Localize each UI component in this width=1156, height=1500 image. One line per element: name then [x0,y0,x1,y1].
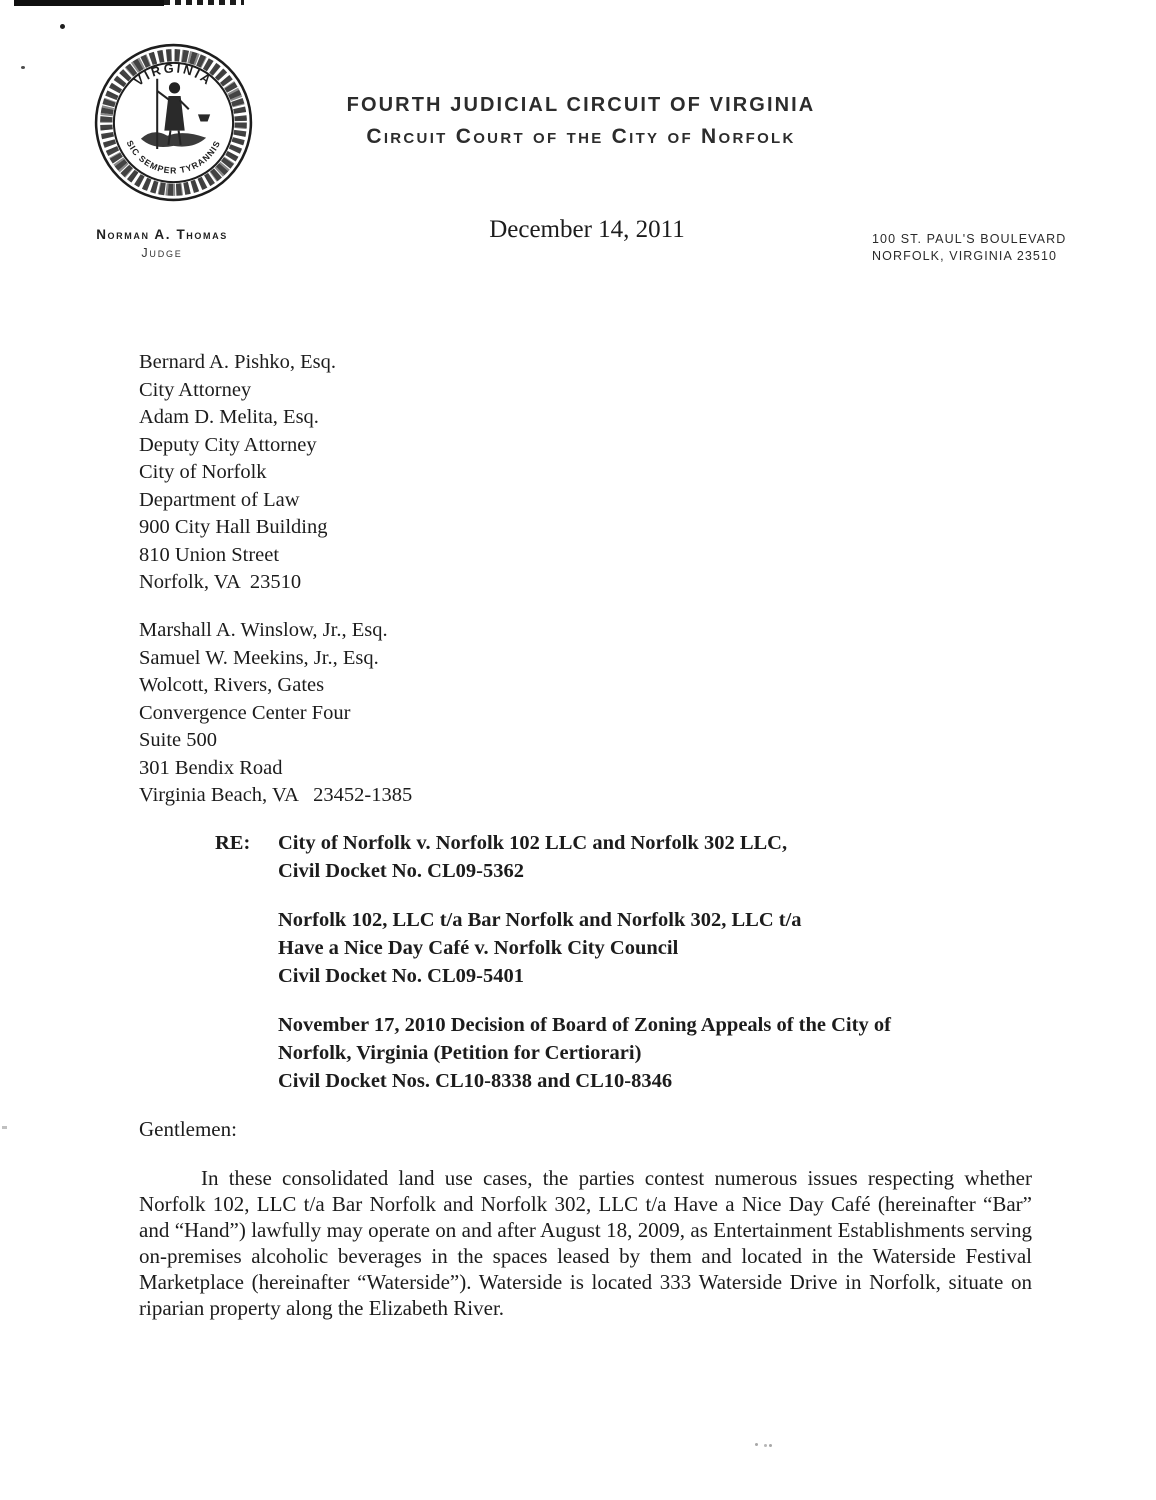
recipient-line: Deputy City Attorney [139,433,317,456]
re-item-docket-cl09-5362 [278,829,1005,885]
court-address-line: NORFOLK, VIRGINIA 23510 [872,249,1058,263]
re-line: Civil Docket Nos. CL10-8338 and CL10-8346 [278,1070,673,1092]
re-line: Civil Docket No. CL09-5401 [278,965,524,987]
recipient-line: 810 Union Street [139,543,280,566]
scan-speck [60,24,65,29]
seal-bottom-text: SIC SEMPER TYRANNIS [124,138,223,176]
scan-artifact-dashes [164,0,244,5]
letterhead [330,94,832,149]
court-address [872,231,1066,265]
re-line: Norfolk 102, LLC t/a Bar Norfolk and Norfolk 302, LLC t/a [278,909,802,931]
re-item-docket-cl09-5401 [278,906,1005,990]
recipient-line: 301 Bendix Road [139,756,283,779]
scan-speck [2,1126,7,1129]
recipient-line: Wolcott, Rivers, Gates [139,674,325,696]
re-line: November 17, 2010 Decision of Board of Zoning Appeals of the City of [278,1014,891,1036]
judge-title: Judge [141,246,183,260]
scan-speck [21,66,25,69]
re-item-bza-decision [278,1011,1005,1095]
re-section [215,829,1005,1095]
recipient-line: Convergence Center Four [139,701,351,724]
re-line: Have a Nice Day Café v. Norfolk City Council [278,937,679,959]
recipient-line: Bernard A. Pishko, Esq. [139,351,337,373]
court-circuit-title: FOURTH JUDICIAL CIRCUIT OF VIRGINIA [346,94,816,116]
re-items [278,829,1005,1095]
recipient-block-wolcott-rivers-gates [139,617,412,810]
court-name-title: Circuit Court of the City of Norfolk [366,125,796,148]
judge-block [58,227,266,260]
salutation: Gentlemen: [139,1117,237,1141]
re-label: RE: [215,832,251,854]
recipient-line: Marshall A. Winslow, Jr., Esq. [139,619,388,641]
judge-name: Norman A. Thomas [96,227,228,242]
body-paragraph: In these consolidated land use cases, the parties contest numerous issues respecting whether Norfolk 102, LLC t/a Bar Norfolk and Norfolk 302, LLC t/a Have a Nice Day Café (hereinafter “Bar” and “Hand”) lawfully may operate on and after August 18, 2009, as Entertainment Establishments serving on-premises alcoholic beverages in the spaces leased by them and located in the Waterside Festival Marketplace (hereinafter “Waterside”). Waterside is located 333 Waterside Drive in Norfolk, situate on riparian property along the Elizabeth River. [139,1166,1032,1320]
re-line: Civil Docket No. CL09-5362 [278,860,524,882]
recipient-block-city-attorneys [139,349,336,597]
court-address-line: 100 ST. PAUL'S BOULEVARD [872,232,1067,246]
virginia-state-seal-icon [92,40,255,205]
recipient-line: Suite 500 [139,729,218,751]
seal-top-text: VIRGINIA [131,60,216,89]
letter-date: December 14, 2011 [489,216,685,243]
recipient-line: Norfolk, VA 23510 [139,571,302,593]
recipient-line: City of Norfolk [139,461,267,483]
scan-speck [755,1443,758,1446]
recipient-line: Samuel W. Meekins, Jr., Esq. [139,646,379,669]
recipient-line: Virginia Beach, VA 23452-1385 [139,784,413,806]
recipient-line: City Attorney [139,378,252,401]
virtus-figure [141,79,210,149]
recipient-line: Department of Law [139,488,300,511]
re-line: Norfolk, Virginia (Petition for Certiorari) [278,1042,642,1064]
re-line: City of Norfolk v. Norfolk 102 LLC and Norfolk 302 LLC, [278,832,788,854]
recipient-line: 900 City Hall Building [139,516,328,538]
recipient-line: Adam D. Melita, Esq. [139,406,319,428]
scan-artifact-line [14,0,164,6]
